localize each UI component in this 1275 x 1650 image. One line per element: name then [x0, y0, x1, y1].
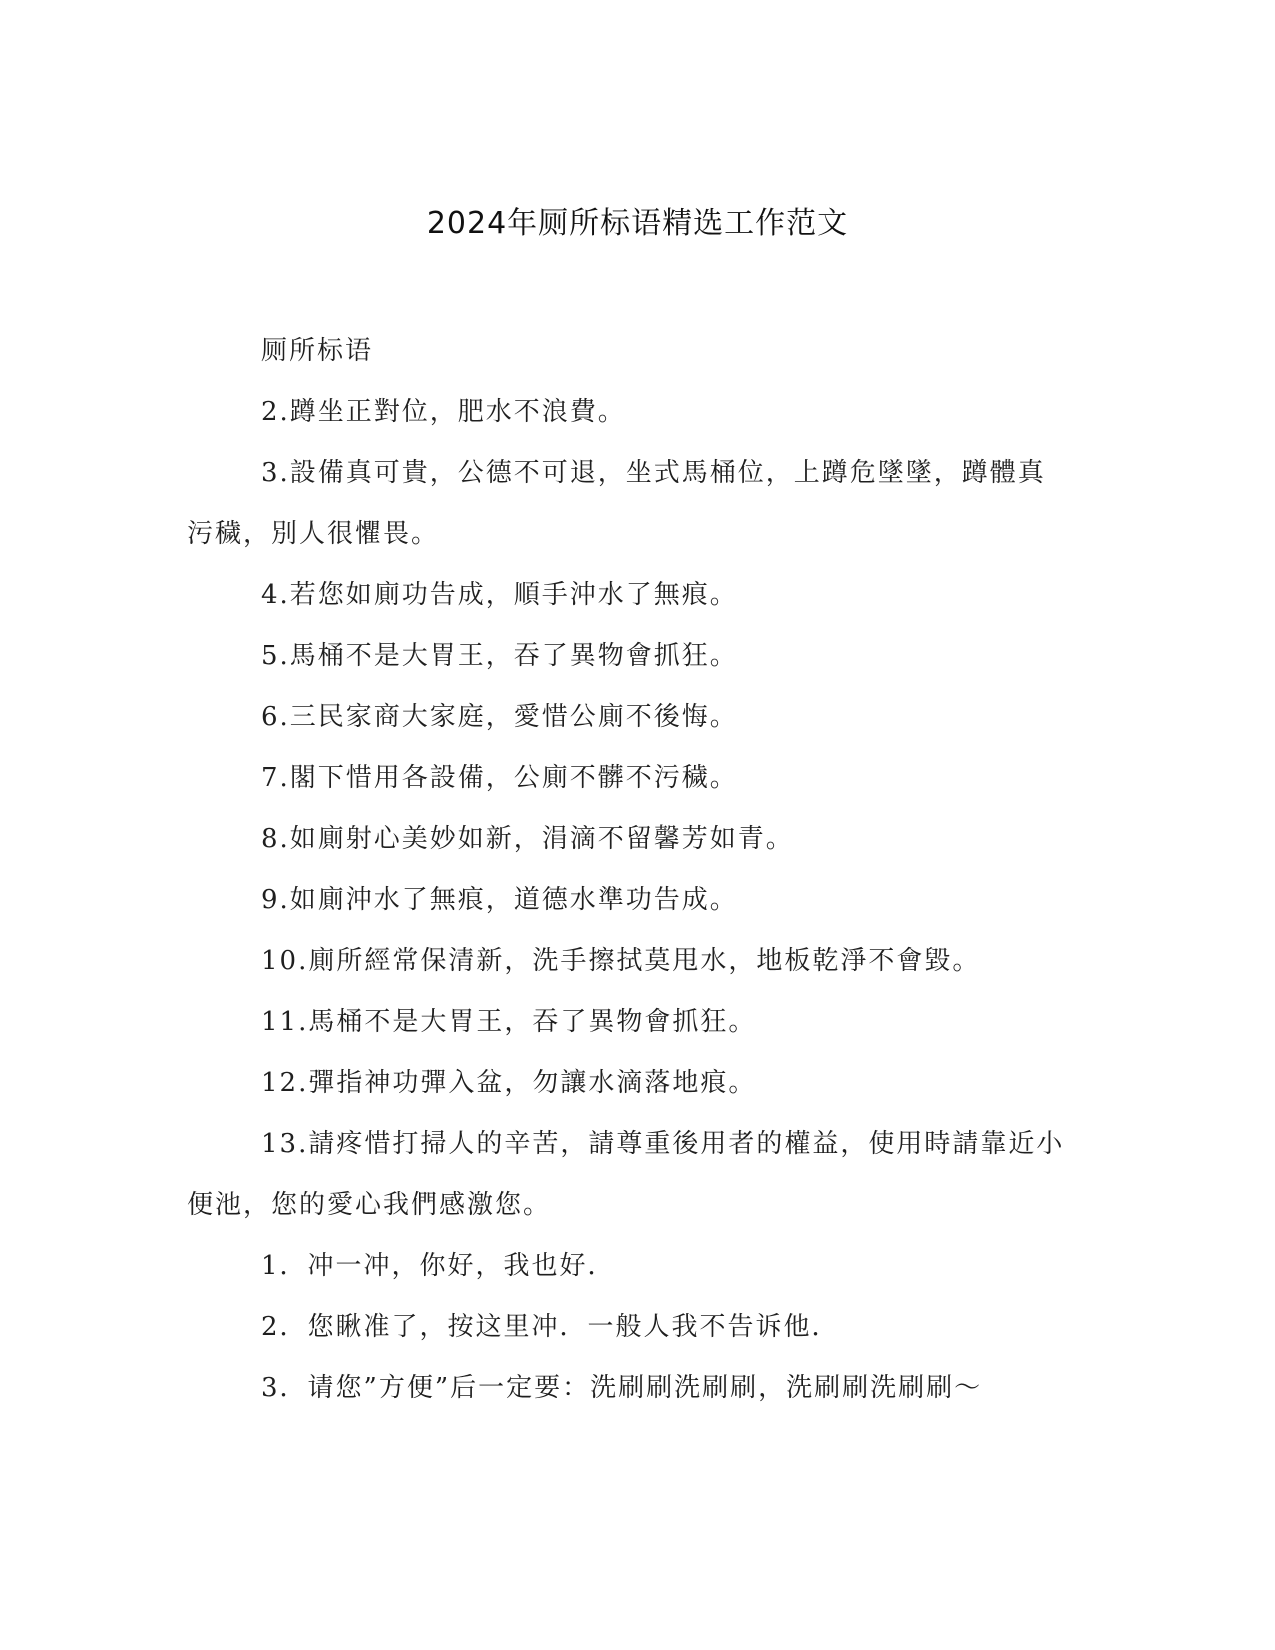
slogan-item: 2.蹲坐正對位，肥水不浪費。 [261, 397, 626, 427]
slogan-item: 10.廁所經常保清新，洗手擦拭莫甩水，地板乾淨不會毀。 [261, 946, 981, 976]
document-body [187, 321, 1067, 1419]
slogan-item: 2．您瞅准了，按这里冲．一般人我不告诉他． [261, 1312, 840, 1342]
slogan-item: 11.馬桶不是大胃王，吞了異物會抓狂。 [261, 1007, 757, 1037]
slogan-item: 7.閣下惜用各設備，公廁不髒不污穢。 [261, 763, 738, 793]
section-heading: 厕所标语 [261, 336, 374, 366]
slogan-item: 3．请您”方便”后一定要：洗刷刷洗刷刷，洗刷刷洗刷刷～ [261, 1373, 983, 1403]
slogan-item: 12.彈指神功彈入盆，勿讓水滴落地痕。 [261, 1068, 757, 1098]
slogan-item: 5.馬桶不是大胃王，吞了異物會抓狂。 [261, 641, 738, 671]
slogan-item: 1．冲一冲，你好，我也好． [261, 1251, 616, 1281]
slogan-item: 9.如廁沖水了無痕，道德水準功告成。 [261, 885, 738, 915]
slogan-item: 8.如廁射心美妙如新，涓滴不留馨芳如青。 [261, 824, 794, 854]
slogan-item: 3.設備真可貴，公德不可退，坐式馬桶位，上蹲危墜墜，蹲體真污穢，別人很懼畏。 [187, 458, 1046, 549]
slogan-item: 13.請疼惜打掃人的辛苦，請尊重後用者的權益，使用時請靠近小便池，您的愛心我們感激您。 [187, 1129, 1065, 1220]
slogan-item: 4.若您如廁功告成，順手沖水了無痕。 [261, 580, 738, 610]
document-title: 2024年厕所标语精选工作范文 [426, 206, 849, 241]
slogan-item: 6.三民家商大家庭，愛惜公廁不後悔。 [261, 702, 738, 732]
